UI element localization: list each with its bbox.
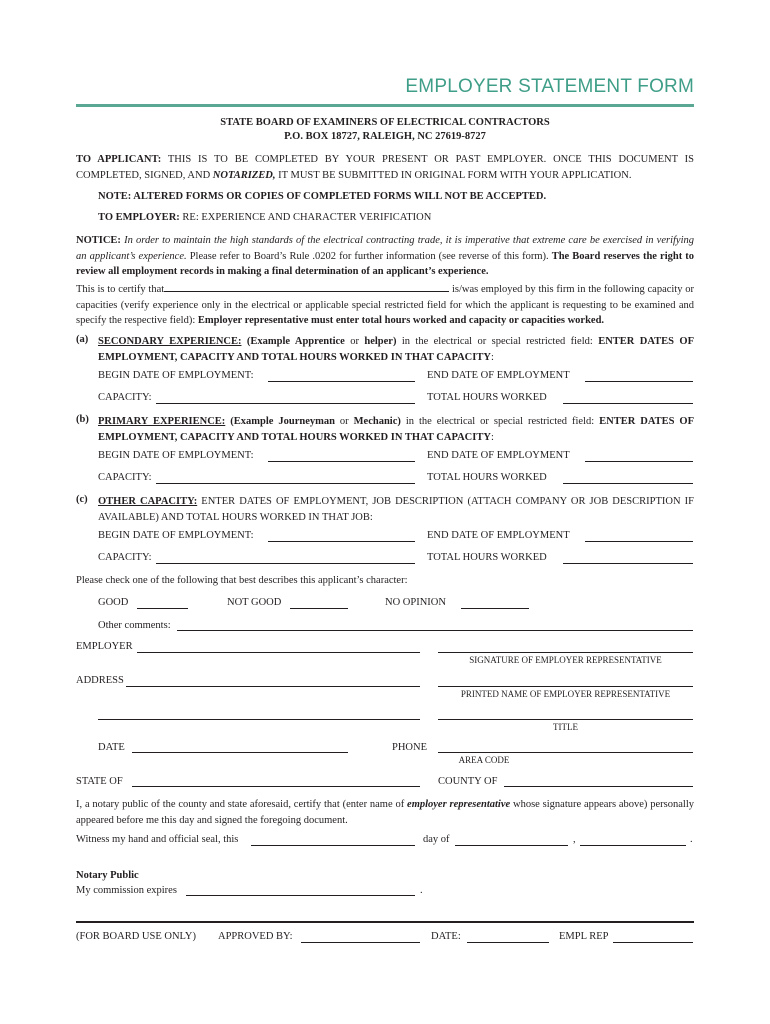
to-applicant-label: TO APPLICANT: — [76, 154, 162, 165]
note-text: NOTE: ALTERED FORMS OR COPIES OF COMPLETED FORMS WILL NOT BE ACCEPTED. — [98, 191, 547, 202]
footer-date-field[interactable] — [467, 942, 549, 943]
to-applicant-text-1: THIS IS TO BE COMPLETED BY YOUR PRESENT OR PAST EMPLOYER. ONCE THIS DOCUMENT IS COMPLETED, SIGNED, AND — [76, 154, 694, 181]
area-code-caption: AREA CODE — [458, 755, 510, 765]
witness-year-field[interactable] — [580, 845, 686, 846]
address-label: ADDRESS — [76, 675, 124, 686]
certify-prefix: This is to certify that — [76, 284, 165, 295]
witness-label: Witness my hand and official seal, this — [76, 834, 239, 845]
footer-divider — [76, 921, 694, 923]
section-a-title: SECONDARY EXPERIENCE: — [98, 336, 242, 347]
printed-name-caption: PRINTED NAME OF EMPLOYER REPRESENTATIVE — [460, 689, 671, 699]
notary-paragraph: I, a notary public of the county and state aforesaid, certify that (enter name of employer representative whose signature appears above) personally appeared before me this day and signed the foregoing document. — [76, 799, 694, 826]
state-label: STATE OF — [76, 776, 123, 787]
no-opinion-check-field[interactable] — [461, 608, 529, 609]
section-a-letter: (a) — [76, 334, 89, 345]
section-c-title: OTHER CAPACITY: — [98, 496, 198, 507]
notary-public-label: Notary Public — [76, 870, 139, 881]
title-caption: TITLE — [553, 722, 578, 732]
commission-field[interactable] — [186, 895, 415, 896]
certify-paragraph — [76, 281, 694, 329]
section-a-capacity-label: CAPACITY: — [98, 392, 152, 403]
empl-rep-label: EMPL REP — [559, 931, 609, 942]
employer-label: EMPLOYER — [76, 641, 133, 652]
day-of-label: day of — [423, 834, 450, 845]
board-name: STATE BOARD OF EXAMINERS OF ELECTRICAL CONTRACTORS — [220, 117, 550, 128]
section-b-title: PRIMARY EXPERIENCE: — [98, 416, 226, 427]
not-good-label: NOT GOOD — [227, 597, 282, 608]
section-a-end-label: END DATE OF EMPLOYMENT — [427, 370, 570, 381]
employer-field[interactable] — [137, 652, 420, 653]
section-c-capacity-field[interactable] — [156, 563, 415, 564]
commission-label: My commission expires — [76, 885, 177, 896]
commission-period: . — [420, 885, 423, 896]
date-label: DATE — [98, 742, 125, 753]
notarized-word: NOTARIZED, — [212, 169, 276, 181]
phone-label: PHONE — [392, 742, 428, 753]
other-comments-label: Other comments: — [98, 620, 171, 631]
form-title: EMPLOYER STATEMENT FORM — [405, 76, 694, 97]
approved-by-field[interactable] — [301, 942, 420, 943]
section-b-letter: (b) — [76, 414, 89, 425]
to-employer-line — [98, 210, 694, 226]
character-prompt: Please check one of the following that best describes this applicant’s character: — [76, 575, 408, 586]
to-employer-label: TO EMPLOYER: — [98, 212, 180, 223]
section-a-begin-label: BEGIN DATE OF EMPLOYMENT: — [98, 370, 254, 381]
section-a-begin-field[interactable] — [268, 381, 415, 382]
address-line-2-field[interactable] — [98, 719, 420, 720]
section-c-begin-field[interactable] — [268, 541, 415, 542]
notice-bold: The Board reserves the right to review all employment records in making a final determination of an applicant’s experience. — [76, 250, 695, 277]
section-c-begin-label: BEGIN DATE OF EMPLOYMENT: — [98, 530, 254, 541]
employer-representative-word: employer representative — [407, 799, 511, 810]
footer-date-label: DATE: — [431, 931, 461, 942]
section-b-end-label: END DATE OF EMPLOYMENT — [427, 450, 570, 461]
state-field[interactable] — [132, 786, 420, 787]
section-c-capacity-label: CAPACITY: — [98, 552, 152, 563]
section-b-heading: PRIMARY EXPERIENCE: (Example Journeyman or Mechanic) in the electrical or special restricted field: ENTER DATES OF EMPLOYMENT, CAPACITY AND TOTAL HOURS WORKED IN THAT CAPACITY: — [98, 416, 695, 443]
notice-paragraph — [76, 233, 694, 280]
section-b-begin-label: BEGIN DATE OF EMPLOYMENT: — [98, 450, 254, 461]
notice-plain: Please refer to Board’s Rule .0202 for further information (see reverse of this form). — [186, 250, 552, 262]
section-a-hours-field[interactable] — [563, 403, 693, 404]
applicant-name-line[interactable] — [164, 281, 449, 292]
certify-text: is/was employed by this firm in the following capacity or capacities (verify experience only in the electrical or applicable special restricted field for which the applicant is requesting to be examined and specify the respective field): — [76, 284, 695, 326]
no-opinion-label: NO OPINION — [385, 597, 446, 608]
address-field[interactable] — [126, 686, 420, 687]
section-b-hours-field[interactable] — [563, 483, 693, 484]
board-address: P.O. BOX 18727, RALEIGH, NC 27619-8727 — [284, 131, 486, 142]
not-good-check-field[interactable] — [290, 608, 348, 609]
county-label: COUNTY OF — [438, 776, 498, 787]
section-c-hours-label: TOTAL HOURS WORKED — [427, 552, 547, 563]
section-b-end-field[interactable] — [585, 461, 693, 462]
good-label: GOOD — [98, 597, 129, 608]
section-b-hours-label: TOTAL HOURS WORKED — [427, 472, 547, 483]
section-c-end-label: END DATE OF EMPLOYMENT — [427, 530, 570, 541]
witness-period: . — [690, 834, 693, 845]
certify-bold: Employer representative must enter total hours worked and capacity or capacities worked. — [197, 315, 605, 326]
notice-italic: In order to maintain the high standards of the electrical contracting trade, it is imperative that extreme care be exercised in verifying an applicant’s experience. — [76, 235, 694, 262]
section-c-letter: (c) — [76, 494, 88, 505]
section-c-heading: OTHER CAPACITY: ENTER DATES OF EMPLOYMENT, JOB DESCRIPTION (ATTACH COMPANY OR JOB DESCRIPTION IF AVAILABLE) AND TOTAL HOURS WORKED IN THAT JOB: — [98, 496, 694, 523]
section-b-capacity-label: CAPACITY: — [98, 472, 152, 483]
to-applicant-paragraph — [76, 152, 694, 183]
section-a-capacity-field[interactable] — [156, 403, 415, 404]
section-b-begin-field[interactable] — [268, 461, 415, 462]
to-employer-text: RE: EXPERIENCE AND CHARACTER VERIFICATION — [179, 212, 432, 223]
section-b-capacity-field[interactable] — [156, 483, 415, 484]
printed-name-field[interactable] — [438, 686, 693, 687]
notice-label: NOTICE: — [76, 235, 121, 246]
section-a-end-field[interactable] — [585, 381, 693, 382]
phone-field[interactable] — [438, 752, 693, 753]
witness-month-field[interactable] — [455, 845, 568, 846]
county-field[interactable] — [504, 786, 693, 787]
date-field[interactable] — [132, 752, 348, 753]
section-a-heading: SECONDARY EXPERIENCE: (Example Apprentice or helper) in the electrical or special restricted field: ENTER DATES OF EMPLOYMENT, CAPACITY AND TOTAL HOURS WORKED IN THAT CAPACITY: — [98, 336, 694, 363]
other-comments-field[interactable] — [177, 630, 693, 631]
good-check-field[interactable] — [137, 608, 188, 609]
section-a-hours-label: TOTAL HOURS WORKED — [427, 392, 547, 403]
section-c-end-field[interactable] — [585, 541, 693, 542]
title-field[interactable] — [438, 719, 693, 720]
comma-separator: , — [573, 834, 576, 845]
signature-field[interactable] — [438, 652, 693, 653]
witness-day-field[interactable] — [251, 845, 415, 846]
title-divider — [76, 104, 694, 107]
approved-by-label: APPROVED BY: — [218, 931, 293, 942]
section-c-hours-field[interactable] — [563, 563, 693, 564]
signature-caption: SIGNATURE OF EMPLOYER REPRESENTATIVE — [469, 655, 662, 665]
empl-rep-field[interactable] — [613, 942, 693, 943]
to-applicant-text-2: IT MUST BE SUBMITTED IN ORIGINAL FORM WITH YOUR APPLICATION. — [275, 169, 632, 181]
board-use-label: (FOR BOARD USE ONLY) — [76, 931, 196, 942]
